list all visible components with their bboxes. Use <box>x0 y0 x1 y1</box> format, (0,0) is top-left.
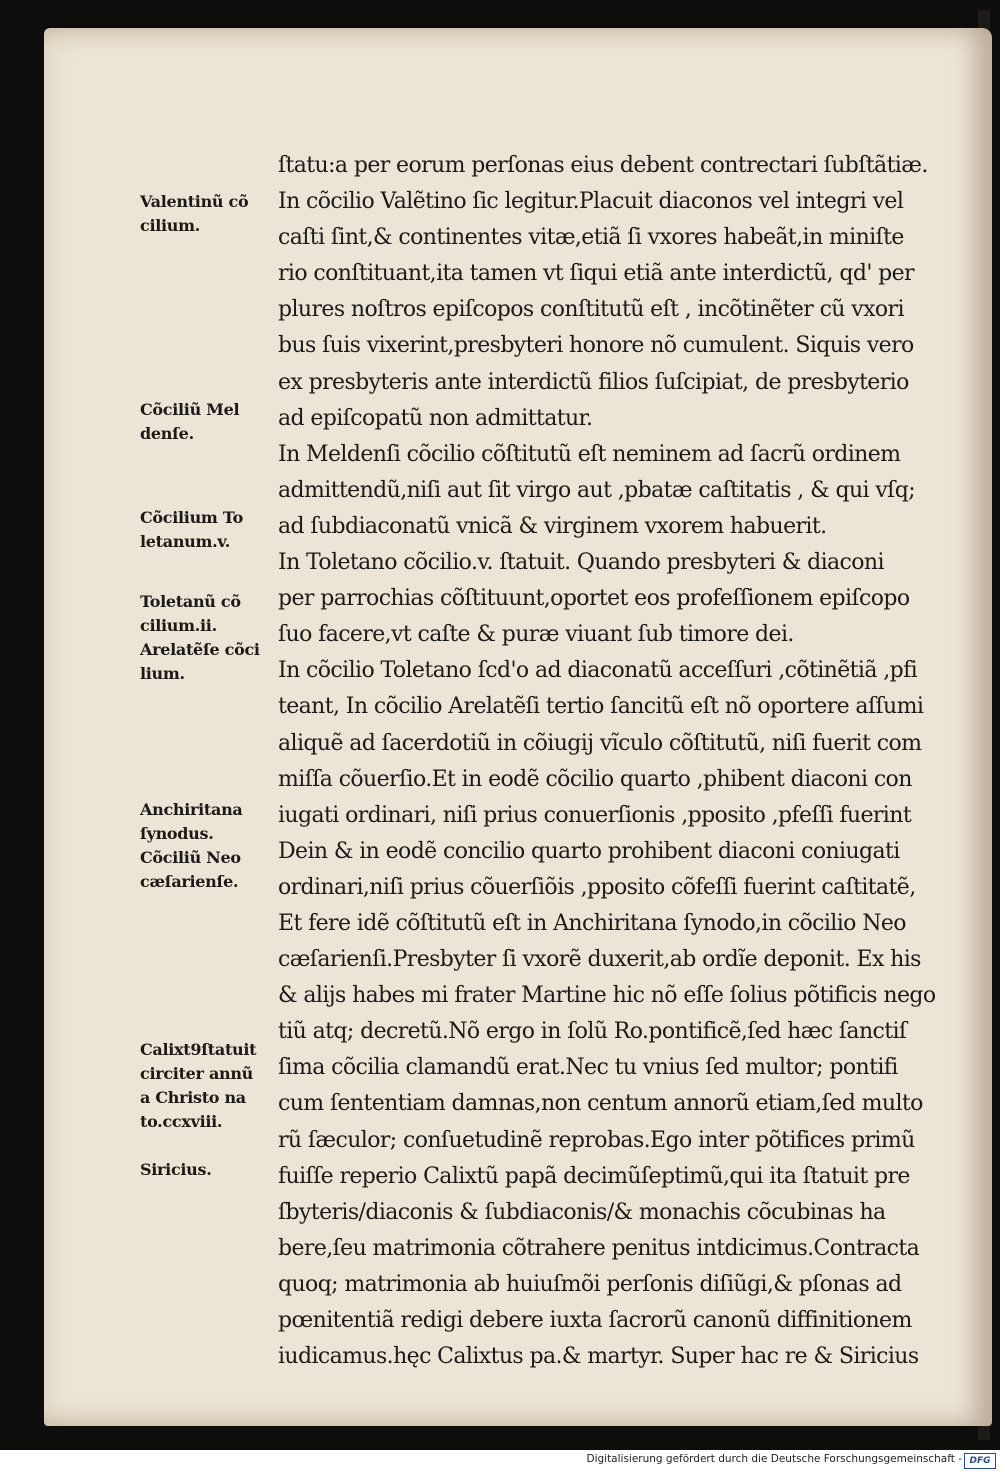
text-line: bere,ſeu matrimonia cõtrahere penitus intdicimus.Contracta <box>278 1235 920 1261</box>
margin-note-line: Anchiritana <box>140 800 243 819</box>
text-line: ad epiſcopatũ non admittatur. <box>278 405 593 431</box>
funding-notice: Digitalisierung gefördert durch die Deutsche Forschungsgemeinschaft - <box>586 1453 962 1465</box>
text-line: ſima cõcilia clamandũ erat.Nec tu vnius ſed multor; pontifi <box>278 1055 898 1081</box>
text-line: per parrochias cõſtituunt,oportet eos profeſſionem epiſcopo <box>278 586 910 612</box>
text-line: In cõcilio Toletano ſcd'o ad diaconatũ acceſſuri ,cõtinẽtiã ,pfi <box>278 658 918 684</box>
margin-note-line: to.ccxviii. <box>140 1112 223 1131</box>
margin-note-line: Siricius. <box>140 1160 212 1179</box>
margin-note-line: ſynodus. <box>140 824 214 843</box>
margin-note-line: cæſarienſe. <box>140 872 239 891</box>
text-line: ſtatu:a per eorum perſonas eius debent contrectari ſubſtãtiæ. <box>278 153 928 178</box>
text-line: admittendũ,niſi aut ſit virgo aut ,pbatæ caſtitatis , & qui vſq; <box>278 477 916 503</box>
margin-note-line: Valentinũ cõ <box>140 192 249 211</box>
text-line: teant, In cõcilio Arelatẽſi tertio ſancitũ eſt nõ oportere aſſumi <box>278 694 924 720</box>
text-line: & alijs habes mi frater Martine hic nõ eſſe ſolius põtificis nego <box>278 983 936 1009</box>
text-line: cæſarienſi.Presbyter ſi vxorẽ duxerit,ab ordĩe deponit. Ex his <box>278 947 921 973</box>
margin-note-siricius <box>140 1158 278 1182</box>
margin-note-anchiritana <box>140 798 278 894</box>
text-line: tiũ atq; decretũ.Nõ ergo in ſolũ Ro.pontificẽ,ſed hæc ſanctiſ <box>278 1019 907 1045</box>
text-line: ex presbyteris ante interdictũ filios ſuſcipiat, de presbyterio <box>278 369 909 395</box>
margin-note-line: Toletanũ cõ <box>140 592 241 611</box>
text-line: Dein & in eodẽ concilio quarto prohibent diaconi coniugati <box>278 838 900 864</box>
margin-note-meldense <box>140 398 278 446</box>
text-line: In Toletano cõcilio.v. ſtatuit. Quando presbyteri & diaconi <box>278 550 884 576</box>
text-line: caſti ſint,& continentes vitæ,etiã ſi vxores habeãt,in miniſte <box>278 225 904 251</box>
text-line: ordinari,niſi prius cõuerſiõis ,pposito cõfeſſi fuerint caſtitatẽ, <box>278 874 916 900</box>
text-line: In cõcilio Valẽtino ſic legitur.Placuit diaconos vel integri vel <box>278 189 904 215</box>
text-line: rũ ſæculor; conſuetudinẽ reprobas.Ego inter põtifices primũ <box>278 1127 915 1153</box>
margin-note-line: Arelatẽſe cõci <box>140 640 260 659</box>
text-line: ſuo facere,vt caſte & puræ viuant ſub timore dei. <box>278 622 794 648</box>
footer-bar <box>0 1450 1000 1471</box>
margin-note-line: lium. <box>140 664 185 683</box>
text-line: In Meldenſi cõcilio cõſtitutũ eſt neminem ad ſacrũ ordinem <box>278 441 901 467</box>
text-line: fuiſſe reperio Calixtũ papã decimũſeptimũ,qui ita ſtatuit pre <box>278 1163 910 1189</box>
margin-note-line: a Christo na <box>140 1088 246 1107</box>
text-line: ad ſubdiaconatũ vnicã & virginem vxorem habuerit. <box>278 513 827 539</box>
margin-note-line: Cõcilium To <box>140 508 243 527</box>
margin-note-line: cilium.ii. <box>140 616 217 635</box>
text-line: ſbyteris/diaconis & ſubdiaconis/& monachis cõcubinas ha <box>278 1199 886 1225</box>
margin-note-line: letanum.v. <box>140 532 231 551</box>
dfg-logo: DFG <box>964 1453 996 1469</box>
text-line: cum ſententiam damnas,non centum annorũ etiam,ſed multo <box>278 1091 923 1117</box>
margin-note-line: denſe. <box>140 424 194 443</box>
margin-note-line: Cõciliũ Mel <box>140 400 240 419</box>
text-line: rio conſtituant,ita tamen vt ſiqui etiã ante interdictũ, qd' per <box>278 261 914 287</box>
margin-note-calixtus <box>140 1038 278 1134</box>
margin-note-line: cilium. <box>140 216 201 235</box>
text-line: plures noſtros epiſcopos conſtitutũ eſt , incõtinẽter cũ vxori <box>278 297 904 323</box>
text-line: iugati ordinari, niſi prius conuerſionis ,pposito ,pfeſſi fuerint <box>278 802 912 828</box>
text-line: bus ſuis vixerint,presbyteri honore nõ cumulent. Siquis vero <box>278 333 914 359</box>
text-line: quoq; matrimonia ab huiuſmõi perſonis diſiũgi,& pſonas ad <box>278 1271 902 1297</box>
text-line: aliquẽ ad ſacerdotiũ in cõiugij vĩculo cõſtitutũ, niſi fuerit com <box>278 730 922 756</box>
text-line: iudicamus.hęc Calixtus pa.& martyr. Super hac re & Siricius <box>278 1344 919 1370</box>
text-line: pœnitentiã redigi debere iuxta ſacrorũ canonũ diffinitionem <box>278 1308 912 1333</box>
margin-note-toletanum-ii <box>140 590 278 686</box>
margin-note-line: Calixt9ſtatuit <box>140 1040 257 1059</box>
margin-note-line: circiter annũ <box>140 1064 254 1083</box>
main-text-block <box>278 148 940 1375</box>
margin-note-line: Cõciliũ Neo <box>140 848 241 867</box>
text-line: Et fere idẽ cõſtitutũ eſt in Anchiritana ſynodo,in cõcilio Neo <box>278 910 906 936</box>
text-line: miſſa cõuerſio.Et in eodẽ cõcilio quarto ,phibent diaconi con <box>278 766 912 792</box>
margin-note-toletanum-v <box>140 506 278 554</box>
margin-note-valentinum <box>140 190 278 238</box>
